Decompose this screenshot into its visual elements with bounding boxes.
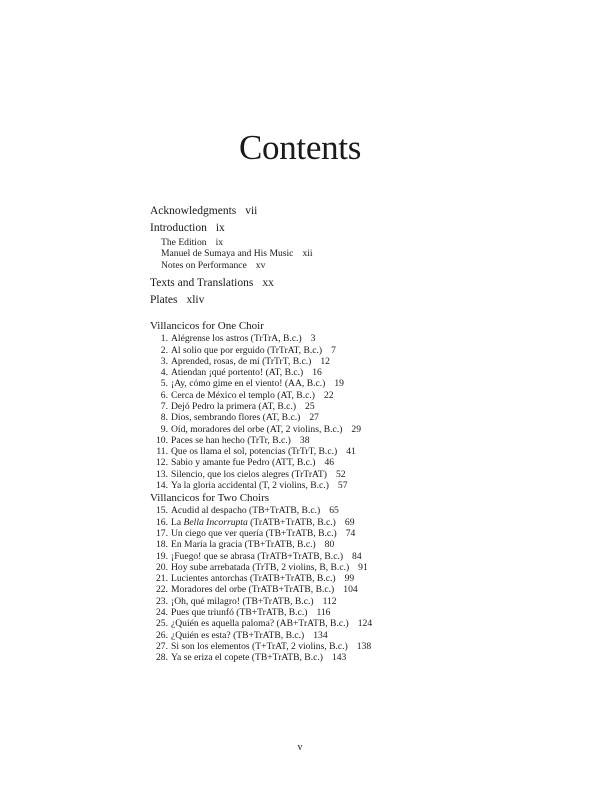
page-title: Contents — [238, 128, 362, 167]
entry-title: Silencio, que los cielos alegres (TrTrAT) — [171, 468, 327, 480]
entry-title: Ya se eriza el copete (TB+TrATB, B.c.) — [171, 652, 323, 664]
entry-title: Acudid al despacho (TB+TrATB, B.c.) — [171, 505, 321, 517]
toc-entry[interactable] — [150, 292, 570, 309]
entry-number: 24. — [156, 607, 168, 619]
entry-title: Sabio y amante fue Pedro (ATT, B.c.) — [171, 457, 316, 469]
villancico-entry[interactable] — [150, 424, 570, 435]
section-heading: Villancicos for One Choir — [150, 320, 264, 333]
entry-page: 27 — [309, 412, 319, 424]
front-matter-entries — [150, 203, 570, 237]
entry-page: 16 — [312, 367, 322, 379]
entry-title: Que os llama el sol, potencias (TrTrT, B.c.) — [171, 446, 338, 458]
entry-page: 57 — [337, 480, 348, 492]
entry-number: 13. — [156, 468, 168, 480]
entry-title: Acknowledgments — [150, 205, 237, 217]
villancico-entry[interactable] — [150, 390, 570, 401]
entry-page: 104 — [343, 584, 358, 596]
section-heading: Villancicos for Two Choirs — [150, 492, 270, 505]
entry-title: Si son los elementos (T+TrAT, 2 violins, B.c.) — [171, 640, 348, 652]
entry-title: Ya la gloria accidental (T, 2 violins, B.c.) — [171, 480, 329, 492]
entry-number: 16. — [156, 516, 168, 528]
entry-title: Cerca de México el templo (AT, B.c.) — [171, 389, 315, 401]
entry-title: Manuel de Sumaya and His Music — [161, 248, 294, 260]
villancico-entry[interactable] — [150, 435, 570, 446]
villancico-entry[interactable] — [150, 630, 570, 641]
section-two-choirs — [150, 491, 570, 663]
villancico-entry[interactable] — [150, 469, 570, 480]
entry-title: Aprended, rosas, de mí (TrTrT, B.c.) — [171, 355, 312, 367]
entry-number: 8. — [160, 412, 168, 424]
entry-page: xx — [262, 277, 274, 290]
villancico-entry[interactable] — [150, 412, 570, 423]
entry-page: 65 — [329, 505, 339, 517]
entry-page: 29 — [351, 423, 362, 435]
villancico-entry[interactable] — [150, 528, 570, 539]
villancico-entry[interactable] — [150, 641, 570, 652]
entry-number: 21. — [156, 573, 168, 585]
entry-page: 69 — [344, 516, 355, 528]
entry-page: 143 — [331, 652, 347, 664]
entry-number: 22. — [156, 584, 168, 596]
entry-title: Pues que triunfó (TB+TrATB, B.c.) — [171, 607, 308, 619]
villancico-entry[interactable] — [150, 596, 570, 607]
entry-number: 7. — [160, 401, 168, 412]
entry-number: 9. — [160, 423, 168, 435]
entry-number: 1. — [160, 333, 168, 345]
entry-title: Introduction — [150, 222, 207, 234]
entry-number: 10. — [156, 434, 168, 446]
villancico-entry[interactable] — [150, 607, 570, 618]
introduction-subentries — [150, 237, 570, 271]
page-number: v — [297, 742, 303, 753]
entry-number: 26. — [156, 629, 168, 641]
villancico-entry[interactable] — [150, 333, 570, 344]
villancico-entry[interactable] — [150, 378, 570, 389]
entry-title: ¡Ay, cómo gime en el viento! (AA, B.c.) — [171, 378, 326, 390]
toc-entry[interactable] — [150, 220, 570, 237]
entry-page: 116 — [316, 607, 331, 619]
toc-entry[interactable] — [150, 260, 570, 271]
entry-page: 3 — [310, 333, 316, 345]
entry-page: xliv — [186, 294, 205, 307]
entry-page: 46 — [324, 457, 335, 469]
villancico-entry[interactable] — [150, 480, 570, 491]
entry-number: 17. — [156, 527, 168, 539]
entry-title: Moradores del orbe (TrATB+TrATB, B.c.) — [171, 584, 335, 596]
entry-number: 20. — [156, 561, 168, 573]
entry-number: 4. — [160, 367, 168, 379]
entry-number: 6. — [160, 389, 168, 401]
entry-page: xv — [255, 259, 266, 271]
entry-page: 74 — [345, 527, 356, 539]
entry-number: 19. — [156, 550, 168, 562]
entry-page: 84 — [352, 550, 362, 562]
entry-number: 12. — [156, 457, 168, 469]
entry-title: Texts and Translations — [150, 277, 254, 290]
entry-page: 112 — [322, 595, 337, 607]
entry-title: Paces se han hecho (TrTr, B.c.) — [171, 434, 291, 446]
entry-title: The Edition — [161, 237, 207, 248]
entry-number: 23. — [156, 595, 168, 607]
entry-page: ix — [215, 222, 225, 234]
table-of-contents — [150, 203, 570, 664]
toc-entry[interactable] — [150, 248, 570, 259]
entry-page: 52 — [335, 468, 346, 480]
entry-title: Dios, sembrando flores (AT, B.c.) — [171, 412, 301, 424]
villancico-entry[interactable] — [150, 446, 570, 457]
entry-number: 25. — [156, 618, 168, 630]
entry-page: 19 — [334, 378, 344, 390]
toc-entry[interactable] — [150, 203, 570, 220]
entry-title: ¡Fuego! que se abrasa (TrATB+TrATB, B.c.) — [171, 550, 344, 562]
entry-page: xii — [302, 248, 313, 260]
entry-page: ix — [215, 237, 224, 248]
entry-title-rest: (TrATB+TrATB, B.c.) — [247, 516, 336, 528]
toc-entry[interactable] — [150, 237, 570, 248]
villancico-entry[interactable] — [150, 618, 570, 629]
entry-number: 15. — [156, 505, 168, 517]
entry-title: Notes on Performance — [161, 259, 247, 271]
villancico-entry[interactable] — [150, 551, 570, 562]
entry-page: 134 — [313, 629, 328, 641]
villancico-entry[interactable] — [150, 505, 570, 516]
villancico-entry[interactable] — [150, 345, 570, 356]
section-one-choir — [150, 319, 570, 491]
entry-number: 2. — [160, 344, 168, 356]
entry-title: Alégrense los astros (TrTrA, B.c.) — [171, 333, 302, 345]
entry-title: La — [171, 516, 184, 528]
entry-title: ¿Quién es esta? (TB+TrATB, B.c.) — [171, 629, 305, 641]
villancico-entry[interactable] — [150, 539, 570, 550]
villancico-list — [150, 505, 570, 663]
entry-title: En María la gracia (TB+TrATB, B.c.) — [171, 539, 316, 551]
entry-number: 28. — [156, 652, 168, 664]
entry-number: 5. — [160, 378, 168, 390]
entry-title: Lucientes antorchas (TrATB+TrATB, B.c.) — [171, 573, 336, 585]
entry-page: 99 — [344, 573, 355, 585]
entry-title: Dejó Pedro la primera (AT, B.c.) — [171, 401, 297, 412]
entry-page: 41 — [346, 446, 356, 458]
entry-title: Hoy sube arrebatada (TrTB, 2 violins, B, B.c.) — [171, 561, 350, 573]
villancico-entry[interactable] — [150, 652, 570, 663]
entry-page: 25 — [305, 401, 315, 412]
entry-title: Oíd, moradores del orbe (AT, 2 violins, B.c.) — [171, 423, 343, 435]
entry-number: 11. — [156, 446, 168, 458]
villancico-entry[interactable] — [150, 356, 570, 367]
entry-page: 91 — [358, 561, 368, 573]
toc-entry[interactable] — [150, 275, 570, 292]
back-matter-entries — [150, 275, 570, 309]
entry-title: ¿Quién es aquella paloma? (AB+TrATB, B.c.) — [171, 618, 349, 630]
entry-title: Un ciego que ver quería (TB+TrATB, B.c.) — [171, 527, 337, 539]
villancico-entry[interactable] — [150, 401, 570, 412]
entry-page: 12 — [320, 355, 330, 367]
villancico-entry[interactable] — [150, 457, 570, 468]
villancico-list — [150, 333, 570, 491]
entry-page: 38 — [299, 434, 310, 446]
villancico-entry[interactable] — [150, 562, 570, 573]
entry-title: Al solio que por erguido (TrTrAT, B.c.) — [171, 344, 323, 356]
entry-number: 18. — [156, 539, 168, 551]
entry-page: 138 — [356, 640, 372, 652]
entry-title: Plates — [150, 294, 178, 307]
entry-page: 22 — [323, 389, 334, 401]
entry-title-italic: Bella Incorrupta — [183, 516, 248, 528]
entry-page: 80 — [324, 539, 335, 551]
villancico-entry[interactable] — [150, 584, 570, 595]
entry-number: 27. — [156, 640, 168, 652]
villancico-entry[interactable] — [150, 367, 570, 378]
entry-page: 124 — [357, 618, 373, 630]
entry-title: ¡Oh, qué milagro! (TB+TrATB, B.c.) — [171, 595, 314, 607]
entry-title: Atiendan ¡qué portento! (AT, B.c.) — [171, 367, 304, 379]
villancico-entry[interactable] — [150, 517, 570, 528]
entry-number: 3. — [160, 355, 168, 367]
villancico-entry[interactable] — [150, 573, 570, 584]
entry-page: 7 — [331, 344, 336, 356]
entry-number: 14. — [156, 480, 168, 492]
entry-page: vii — [245, 205, 258, 217]
